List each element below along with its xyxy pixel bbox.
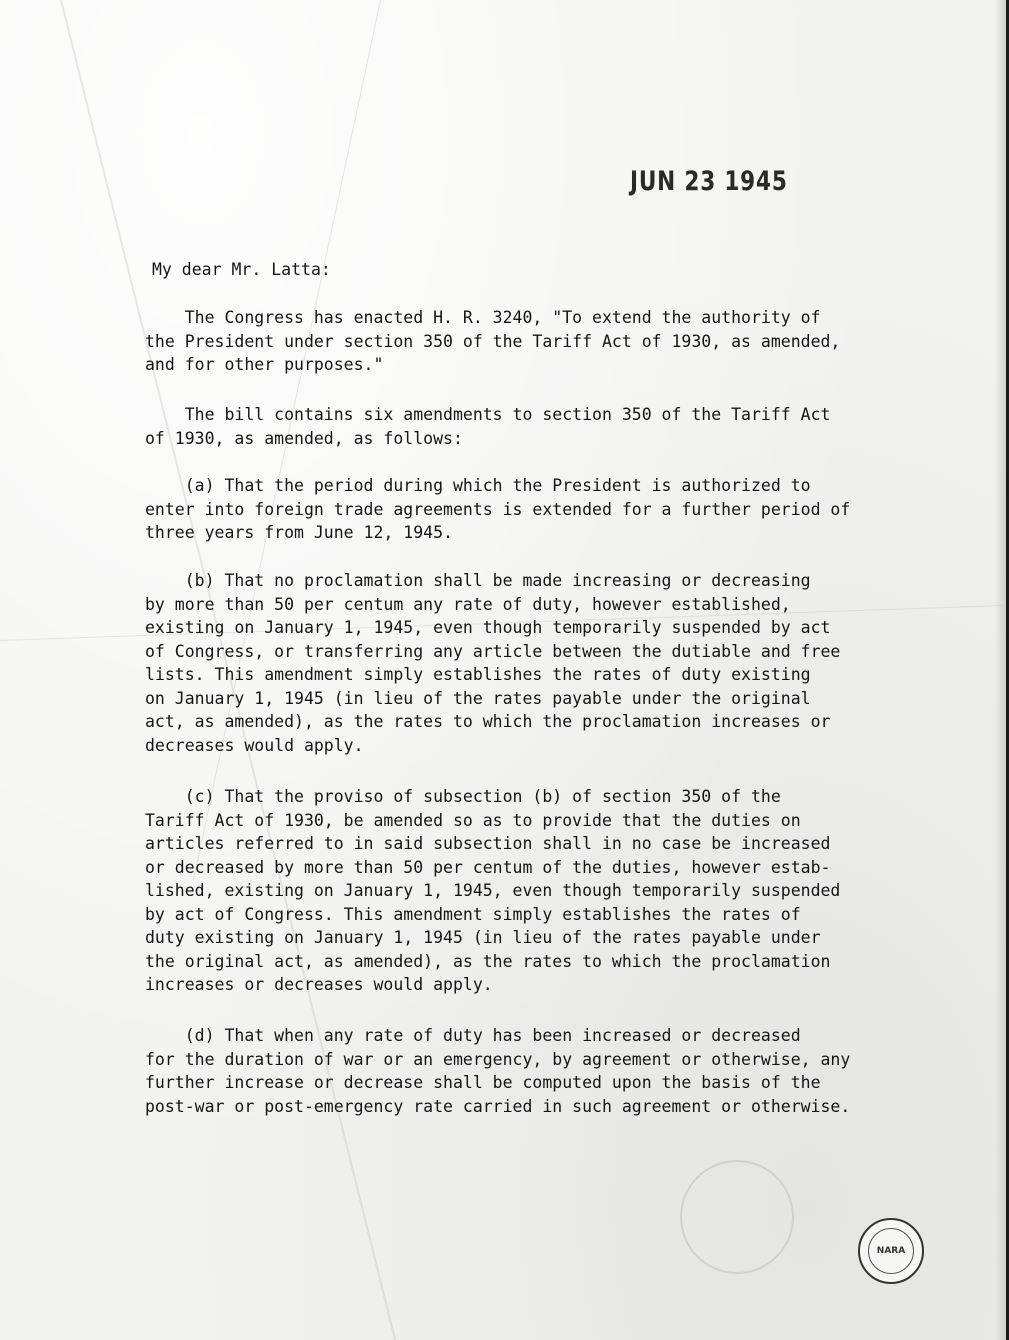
paragraph-amendment-b: (b) That no proclamation shall be made increasing or decreasing by more than 50 per centum any rate of duty, however established, existing on January 1, 1945, even though temporarily suspended by act of Congress, or transferring any article between the dutiable and free lists. This amendment simply establishes the rates of duty existing on January 1, 1945 (in lieu of the rates payable under the original act, as amended), as the rates to which the proclamation increases or decreases would apply. bbox=[145, 571, 841, 755]
date-stamp: JUN 23 1945 bbox=[630, 166, 788, 197]
library-seal-icon bbox=[858, 1218, 924, 1284]
faint-circular-stamp bbox=[680, 1160, 794, 1274]
salutation: My dear Mr. Latta: bbox=[152, 260, 331, 279]
paragraph-amendment-a: (a) That the period during which the President is authorized to enter into foreign trade agreements is extended for a further period of three years from June 12, 1945. bbox=[145, 476, 851, 542]
paragraph-intro: The Congress has enacted H. R. 3240, "To extend the authority of the President under section 350 of the Tariff Act of 1930, as amended, and for other purposes." bbox=[145, 308, 841, 374]
page-edge-shadow bbox=[995, 0, 1009, 1340]
seal-text: NARA bbox=[876, 1246, 906, 1256]
paragraph-amendments-summary: The bill contains six amendments to section 350 of the Tariff Act of 1930, as amended, as follows: bbox=[145, 405, 831, 448]
paragraph-amendment-d: (d) That when any rate of duty has been increased or decreased for the duration of war or an emergency, by agreement or otherwise, any further increase or decrease shall be computed upon the basis of the post-war or post-emergency rate carried in such agreement or otherwise. bbox=[145, 1026, 851, 1116]
paragraph-amendment-c: (c) That the proviso of subsection (b) of section 350 of the Tariff Act of 1930, be amended so as to provide that the duties on articles referred to in said subsection shall in no case be increased or decreased by more than 50 per centum of the duties, however estab- lished, existing on January 1, 1945, even though temporarily suspended by act of Congress. This amendment simply establishes the rates of duty existing on January 1, 1945 (in lieu of the rates payable under the original act, as amended), as the rates to which the proclamation increases or decreases would apply. bbox=[145, 787, 841, 994]
